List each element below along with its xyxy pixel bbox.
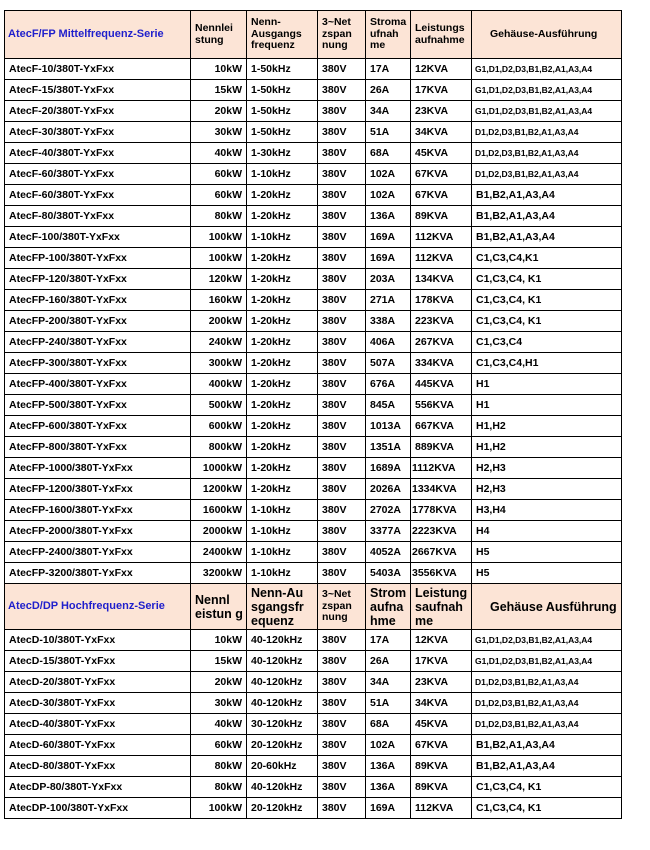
model-cell: AtecFP-100/380T-YxFxx [5,248,191,269]
voltage-cell: 380V [318,185,366,206]
power-cell: 1000kW [191,458,247,479]
housing-cell: H5 [472,542,622,563]
table-row [5,143,622,164]
housing-cell: G1,D1,D2,D3,B1,B2,A1,A3,A4 [472,630,622,651]
model-cell: AtecF-60/380T-YxFxx [5,164,191,185]
model-cell: AtecFP-240/380T-YxFxx [5,332,191,353]
kva-cell: 667KVA [411,416,472,437]
model-cell: AtecDP-80/380T-YxFxx [5,777,191,798]
current-cell: 169A [366,798,411,819]
kva-cell: 89KVA [411,777,472,798]
frequency-cell: 1-20kHz [247,248,318,269]
model-cell: AtecFP-600/380T-YxFxx [5,416,191,437]
model-cell: AtecF-60/380T-YxFxx [5,185,191,206]
voltage-cell: 380V [318,395,366,416]
housing-cell: D1,D2,D3,B1,B2,A1,A3,A4 [472,164,622,185]
current-cell: 2026A [366,479,411,500]
kva-cell: 556KVA [411,395,472,416]
frequency-cell: 1-20kHz [247,332,318,353]
power-cell: 600kW [191,416,247,437]
frequency-header: Nenn-Au sgangsfr equenz [247,584,318,630]
model-cell: AtecF-80/380T-YxFxx [5,206,191,227]
housing-cell: H1 [472,374,622,395]
frequency-cell: 1-10kHz [247,500,318,521]
voltage-cell: 380V [318,458,366,479]
section-header-row [5,11,622,59]
housing-cell: B1,B2,A1,A3,A4 [472,735,622,756]
voltage-cell: 380V [318,59,366,80]
frequency-cell: 1-20kHz [247,374,318,395]
housing-cell: H3,H4 [472,500,622,521]
current-cell: 845A [366,395,411,416]
current-cell: 136A [366,206,411,227]
kva-cell: 34KVA [411,693,472,714]
current-cell: 4052A [366,542,411,563]
power-cell: 80kW [191,206,247,227]
power-cell: 20kW [191,101,247,122]
housing-cell: G1,D1,D2,D3,B1,B2,A1,A3,A4 [472,651,622,672]
table-row [5,500,622,521]
current-cell: 17A [366,630,411,651]
power-cell: 2400kW [191,542,247,563]
voltage-cell: 380V [318,714,366,735]
voltage-cell: 380V [318,311,366,332]
frequency-cell: 20-120kHz [247,735,318,756]
voltage-cell: 380V [318,143,366,164]
table-row [5,479,622,500]
voltage-cell: 380V [318,101,366,122]
power-cell: 800kW [191,437,247,458]
table-row [5,714,622,735]
model-cell: AtecFP-160/380T-YxFxx [5,290,191,311]
current-cell: 26A [366,651,411,672]
voltage-cell: 380V [318,735,366,756]
kva-cell: 17KVA [411,80,472,101]
table-row [5,416,622,437]
voltage-cell: 380V [318,521,366,542]
kva-cell: 1778KVA [411,500,472,521]
voltage-cell: 380V [318,290,366,311]
voltage-cell: 380V [318,269,366,290]
series-header: AtecF/FP Mittelfrequenz-Serie [5,11,191,59]
current-cell: 136A [366,756,411,777]
table-row [5,248,622,269]
frequency-cell: 1-50kHz [247,122,318,143]
table-row [5,437,622,458]
model-cell: AtecD-60/380T-YxFxx [5,735,191,756]
current-cell: 169A [366,227,411,248]
current-cell: 68A [366,714,411,735]
power-cell: 15kW [191,651,247,672]
voltage-cell: 380V [318,353,366,374]
power-cell: 3200kW [191,563,247,584]
table-row [5,59,622,80]
model-cell: AtecFP-400/380T-YxFxx [5,374,191,395]
current-header: Stroma ufnah me [366,11,411,59]
frequency-cell: 1-10kHz [247,542,318,563]
power-cell: 60kW [191,185,247,206]
housing-header: Gehäuse-Ausführung [472,11,622,59]
model-cell: AtecFP-120/380T-YxFxx [5,269,191,290]
frequency-cell: 20-60kHz [247,756,318,777]
current-cell: 338A [366,311,411,332]
frequency-cell: 1-20kHz [247,311,318,332]
kva-cell: 178KVA [411,290,472,311]
frequency-cell: 1-10kHz [247,521,318,542]
kva-cell: 67KVA [411,185,472,206]
frequency-cell: 40-120kHz [247,693,318,714]
voltage-cell: 380V [318,206,366,227]
frequency-cell: 1-20kHz [247,395,318,416]
table-row [5,353,622,374]
table-row [5,651,622,672]
kva-cell: 45KVA [411,143,472,164]
table-row [5,798,622,819]
frequency-cell: 1-50kHz [247,80,318,101]
table-row [5,122,622,143]
frequency-cell: 1-20kHz [247,416,318,437]
voltage-cell: 380V [318,500,366,521]
current-cell: 676A [366,374,411,395]
voltage-cell: 380V [318,80,366,101]
kva-cell: 67KVA [411,164,472,185]
voltage-cell: 380V [318,248,366,269]
power-cell: 40kW [191,143,247,164]
housing-cell: H2,H3 [472,458,622,479]
power-cell: 40kW [191,714,247,735]
current-cell: 68A [366,143,411,164]
power-header: Nennlei stung [191,11,247,59]
table-row [5,756,622,777]
voltage-cell: 380V [318,777,366,798]
model-cell: AtecFP-1600/380T-YxFxx [5,500,191,521]
current-cell: 51A [366,693,411,714]
table-row [5,290,622,311]
current-cell: 26A [366,80,411,101]
series-header: AtecD/DP Hochfrequenz-Serie [5,584,191,630]
power-cell: 400kW [191,374,247,395]
current-cell: 271A [366,290,411,311]
power-cell: 1600kW [191,500,247,521]
model-cell: AtecFP-1000/380T-YxFxx [5,458,191,479]
table-row [5,735,622,756]
housing-cell: C1,C3,C4, K1 [472,798,622,819]
housing-cell: C1,C3,C4, K1 [472,269,622,290]
kva-header: Leistungs aufnahme [411,11,472,59]
housing-cell: B1,B2,A1,A3,A4 [472,206,622,227]
voltage-cell: 380V [318,164,366,185]
frequency-cell: 40-120kHz [247,651,318,672]
kva-cell: 1112KVA [411,458,472,479]
table-row [5,80,622,101]
power-cell: 500kW [191,395,247,416]
model-cell: AtecD-20/380T-YxFxx [5,672,191,693]
housing-cell: H5 [472,563,622,584]
housing-cell: D1,D2,D3,B1,B2,A1,A3,A4 [472,714,622,735]
voltage-cell: 380V [318,437,366,458]
table-row [5,374,622,395]
housing-cell: H1,H2 [472,416,622,437]
housing-cell: C1,C3,C4,H1 [472,353,622,374]
housing-cell: H4 [472,521,622,542]
voltage-cell: 380V [318,563,366,584]
frequency-cell: 40-120kHz [247,630,318,651]
model-cell: AtecFP-2000/380T-YxFxx [5,521,191,542]
current-header: Strom aufna hme [366,584,411,630]
housing-cell: H2,H3 [472,479,622,500]
voltage-cell: 380V [318,332,366,353]
frequency-cell: 1-10kHz [247,164,318,185]
frequency-cell: 1-20kHz [247,458,318,479]
model-cell: AtecFP-2400/380T-YxFxx [5,542,191,563]
housing-cell: B1,B2,A1,A3,A4 [472,756,622,777]
voltage-cell: 380V [318,542,366,563]
kva-cell: 89KVA [411,756,472,777]
table-row [5,332,622,353]
voltage-header: 3~Net zspan nung [318,11,366,59]
power-cell: 60kW [191,164,247,185]
power-cell: 100kW [191,227,247,248]
power-cell: 10kW [191,59,247,80]
spec-table [4,10,622,819]
frequency-cell: 1-20kHz [247,269,318,290]
current-cell: 136A [366,777,411,798]
housing-cell: D1,D2,D3,B1,B2,A1,A3,A4 [472,672,622,693]
housing-cell: B1,B2,A1,A3,A4 [472,185,622,206]
frequency-header: Nenn-Ausgangs frequenz [247,11,318,59]
kva-cell: 889KVA [411,437,472,458]
housing-header: Gehäuse Ausführung [472,584,622,630]
power-cell: 160kW [191,290,247,311]
voltage-cell: 380V [318,122,366,143]
voltage-cell: 380V [318,756,366,777]
power-cell: 30kW [191,693,247,714]
frequency-cell: 1-20kHz [247,206,318,227]
model-cell: AtecFP-300/380T-YxFxx [5,353,191,374]
housing-cell: H1 [472,395,622,416]
model-cell: AtecD-80/380T-YxFxx [5,756,191,777]
spec-sheet [4,10,621,819]
model-cell: AtecD-30/380T-YxFxx [5,693,191,714]
housing-cell: C1,C3,C4, K1 [472,290,622,311]
kva-cell: 223KVA [411,311,472,332]
table-row [5,227,622,248]
table-row [5,311,622,332]
frequency-cell: 1-10kHz [247,563,318,584]
kva-cell: 23KVA [411,672,472,693]
housing-cell: G1,D1,D2,D3,B1,B2,A1,A3,A4 [472,101,622,122]
voltage-header: 3~Net zspan nung [318,584,366,630]
current-cell: 102A [366,185,411,206]
voltage-cell: 380V [318,374,366,395]
kva-cell: 67KVA [411,735,472,756]
model-cell: AtecF-30/380T-YxFxx [5,122,191,143]
kva-cell: 23KVA [411,101,472,122]
table-row [5,395,622,416]
kva-cell: 1334KVA [411,479,472,500]
table-row [5,458,622,479]
kva-cell: 2223KVA [411,521,472,542]
model-cell: AtecF-100/380T-YxFxx [5,227,191,248]
model-cell: AtecFP-1200/380T-YxFxx [5,479,191,500]
model-cell: AtecFP-800/380T-YxFxx [5,437,191,458]
model-cell: AtecD-15/380T-YxFxx [5,651,191,672]
current-cell: 507A [366,353,411,374]
housing-cell: C1,C3,C4 [472,332,622,353]
model-cell: AtecD-40/380T-YxFxx [5,714,191,735]
voltage-cell: 380V [318,798,366,819]
power-cell: 20kW [191,672,247,693]
model-cell: AtecF-40/380T-YxFxx [5,143,191,164]
housing-cell: H1,H2 [472,437,622,458]
model-cell: AtecFP-500/380T-YxFxx [5,395,191,416]
power-cell: 100kW [191,248,247,269]
power-cell: 15kW [191,80,247,101]
kva-cell: 45KVA [411,714,472,735]
power-cell: 240kW [191,332,247,353]
current-cell: 5403A [366,563,411,584]
kva-cell: 89KVA [411,206,472,227]
current-cell: 102A [366,735,411,756]
kva-cell: 334KVA [411,353,472,374]
power-header: Nennl eistun g [191,584,247,630]
frequency-cell: 1-30kHz [247,143,318,164]
table-row [5,563,622,584]
power-cell: 100kW [191,798,247,819]
frequency-cell: 1-20kHz [247,353,318,374]
power-cell: 10kW [191,630,247,651]
kva-cell: 12KVA [411,59,472,80]
power-cell: 300kW [191,353,247,374]
frequency-cell: 1-50kHz [247,59,318,80]
power-cell: 80kW [191,777,247,798]
housing-cell: C1,C3,C4, K1 [472,777,622,798]
frequency-cell: 20-120kHz [247,798,318,819]
kva-header: Leistung saufnah me [411,584,472,630]
voltage-cell: 380V [318,672,366,693]
current-cell: 1351A [366,437,411,458]
current-cell: 34A [366,672,411,693]
current-cell: 34A [366,101,411,122]
frequency-cell: 1-20kHz [247,185,318,206]
frequency-cell: 40-120kHz [247,672,318,693]
frequency-cell: 1-20kHz [247,437,318,458]
table-row [5,542,622,563]
model-cell: AtecDP-100/380T-YxFxx [5,798,191,819]
housing-cell: D1,D2,D3,B1,B2,A1,A3,A4 [472,143,622,164]
kva-cell: 2667KVA [411,542,472,563]
kva-cell: 112KVA [411,227,472,248]
power-cell: 120kW [191,269,247,290]
housing-cell: G1,D1,D2,D3,B1,B2,A1,A3,A4 [472,59,622,80]
model-cell: AtecFP-3200/380T-YxFxx [5,563,191,584]
voltage-cell: 380V [318,630,366,651]
table-row [5,630,622,651]
model-cell: AtecFP-200/380T-YxFxx [5,311,191,332]
current-cell: 51A [366,122,411,143]
table-row [5,672,622,693]
power-cell: 60kW [191,735,247,756]
power-cell: 1200kW [191,479,247,500]
current-cell: 203A [366,269,411,290]
power-cell: 30kW [191,122,247,143]
current-cell: 2702A [366,500,411,521]
voltage-cell: 380V [318,479,366,500]
kva-cell: 112KVA [411,798,472,819]
voltage-cell: 380V [318,416,366,437]
current-cell: 1013A [366,416,411,437]
frequency-cell: 30-120kHz [247,714,318,735]
power-cell: 80kW [191,756,247,777]
current-cell: 1689A [366,458,411,479]
voltage-cell: 380V [318,693,366,714]
table-row [5,185,622,206]
housing-cell: B1,B2,A1,A3,A4 [472,227,622,248]
current-cell: 102A [366,164,411,185]
model-cell: AtecD-10/380T-YxFxx [5,630,191,651]
section-header-row [5,584,622,630]
table-row [5,164,622,185]
kva-cell: 445KVA [411,374,472,395]
frequency-cell: 1-20kHz [247,479,318,500]
kva-cell: 112KVA [411,248,472,269]
housing-cell: C1,C3,C4, K1 [472,311,622,332]
voltage-cell: 380V [318,227,366,248]
kva-cell: 17KVA [411,651,472,672]
housing-cell: D1,D2,D3,B1,B2,A1,A3,A4 [472,693,622,714]
model-cell: AtecF-20/380T-YxFxx [5,101,191,122]
kva-cell: 34KVA [411,122,472,143]
kva-cell: 3556KVA [411,563,472,584]
kva-cell: 267KVA [411,332,472,353]
voltage-cell: 380V [318,651,366,672]
frequency-cell: 1-20kHz [247,290,318,311]
housing-cell: D1,D2,D3,B1,B2,A1,A3,A4 [472,122,622,143]
table-row [5,206,622,227]
frequency-cell: 1-50kHz [247,101,318,122]
model-cell: AtecF-10/380T-YxFxx [5,59,191,80]
table-row [5,693,622,714]
table-row [5,269,622,290]
table-row [5,521,622,542]
power-cell: 2000kW [191,521,247,542]
current-cell: 3377A [366,521,411,542]
frequency-cell: 1-10kHz [247,227,318,248]
kva-cell: 12KVA [411,630,472,651]
power-cell: 200kW [191,311,247,332]
kva-cell: 134KVA [411,269,472,290]
frequency-cell: 40-120kHz [247,777,318,798]
housing-cell: C1,C3,C4,K1 [472,248,622,269]
table-row [5,101,622,122]
housing-cell: G1,D1,D2,D3,B1,B2,A1,A3,A4 [472,80,622,101]
model-cell: AtecF-15/380T-YxFxx [5,80,191,101]
current-cell: 406A [366,332,411,353]
current-cell: 17A [366,59,411,80]
table-row [5,777,622,798]
current-cell: 169A [366,248,411,269]
